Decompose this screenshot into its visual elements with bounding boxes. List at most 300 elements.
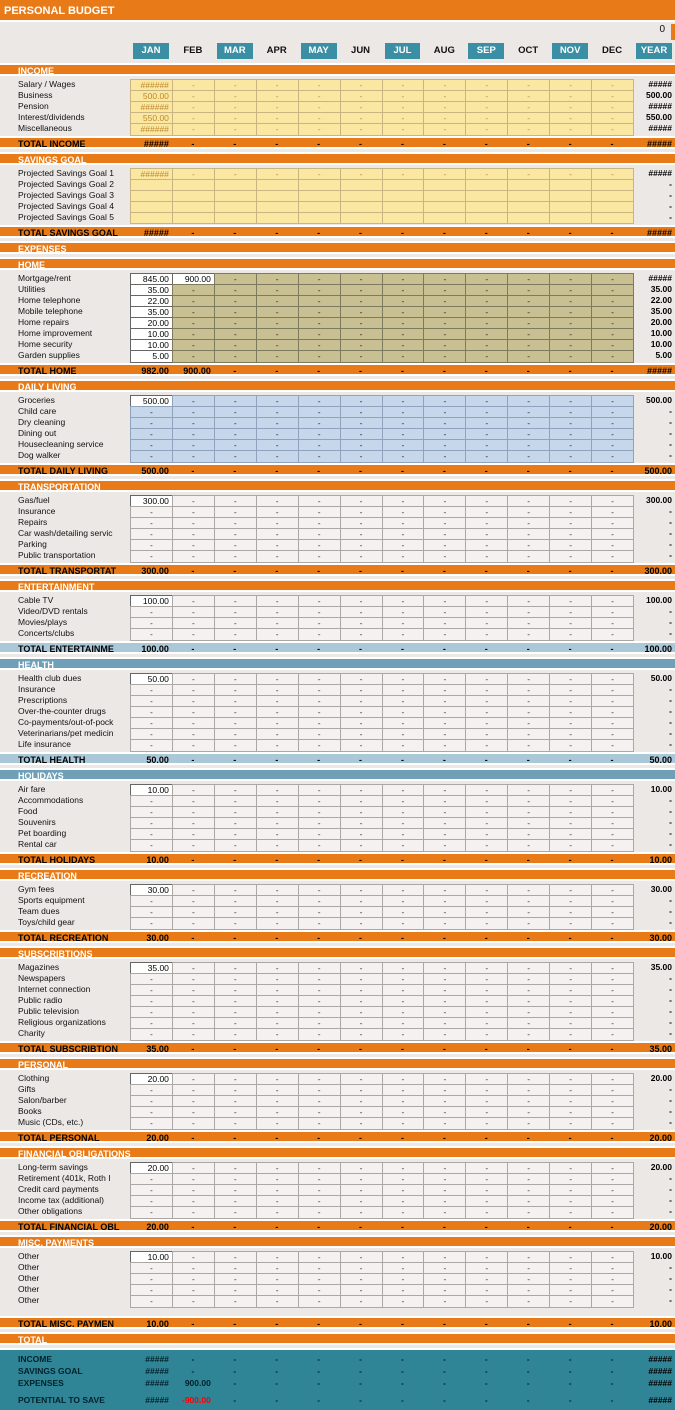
cell-daily-living-r3-m2[interactable]: - [172,428,215,441]
cell-transportation-r0-m6[interactable]: - [340,495,383,508]
cell-transportation-r0-m9[interactable]: - [465,495,508,508]
cell-personal-r2-m4[interactable]: - [256,1095,299,1108]
cell-health-r1-m11[interactable]: - [549,684,592,697]
cell-subscribtions-r2-m2[interactable]: - [172,984,215,997]
cell-daily-living-r5-m5[interactable]: - [298,450,341,463]
cell-entertainment-r2-m10[interactable]: - [507,617,550,630]
cell-misc-payments-r2-m3[interactable]: - [214,1273,257,1286]
cell-health-r3-m5[interactable]: - [298,706,341,719]
cell-subscribtions-r1-m12[interactable]: - [591,973,634,986]
cell-subscribtions-r4-m10[interactable]: - [507,1006,550,1019]
cell-income-r1-m10[interactable]: - [507,90,550,103]
cell-entertainment-r0-m9[interactable]: - [465,595,508,608]
cell-transportation-r5-m3[interactable]: - [214,550,257,563]
cell-income-r2-m7[interactable]: - [382,101,425,114]
cell-income-r4-m8[interactable]: - [423,123,466,136]
cell-financial-obligations-r1-m2[interactable]: - [172,1173,215,1186]
cell-misc-payments-r0-m3[interactable]: - [214,1251,257,1264]
cell-entertainment-r2-m5[interactable]: - [298,617,341,630]
cell-income-r0-m6[interactable]: - [340,79,383,92]
cell-daily-living-r3-m10[interactable]: - [507,428,550,441]
cell-subscribtions-r5-m12[interactable]: - [591,1017,634,1030]
cell-holidays-r0-m9[interactable]: - [465,784,508,797]
cell-transportation-r3-m10[interactable]: - [507,528,550,541]
cell-health-r6-m5[interactable]: - [298,739,341,752]
cell-entertainment-r2-m7[interactable]: - [382,617,425,630]
cell-personal-r4-m5[interactable]: - [298,1117,341,1130]
cell-financial-obligations-r1-m11[interactable]: - [549,1173,592,1186]
cell-misc-payments-r0-m9[interactable]: - [465,1251,508,1264]
cell-income-r0-m12[interactable]: - [591,79,634,92]
cell-personal-r3-m11[interactable]: - [549,1106,592,1119]
cell-income-r2-m8[interactable]: - [423,101,466,114]
cell-health-r4-m8[interactable]: - [423,717,466,730]
cell-health-r3-m6[interactable]: - [340,706,383,719]
cell-financial-obligations-r0-m3[interactable]: - [214,1162,257,1175]
cell-home-r2-m5[interactable]: - [298,295,341,308]
cell-home-r7-m12[interactable]: - [591,350,634,363]
cell-subscribtions-r0-m11[interactable]: - [549,962,592,975]
cell-personal-r2-m12[interactable]: - [591,1095,634,1108]
cell-entertainment-r0-m1[interactable]: 100.00 [130,595,173,608]
cell-health-r4-m7[interactable]: - [382,717,425,730]
cell-daily-living-r0-m11[interactable]: - [549,395,592,408]
cell-home-r6-m12[interactable]: - [591,339,634,352]
cell-health-r1-m2[interactable]: - [172,684,215,697]
cell-personal-r0-m1[interactable]: 20.00 [130,1073,173,1086]
cell-holidays-r4-m2[interactable]: - [172,828,215,841]
cell-financial-obligations-r2-m1[interactable]: - [130,1184,173,1197]
cell-personal-r0-m7[interactable]: - [382,1073,425,1086]
cell-subscribtions-r5-m2[interactable]: - [172,1017,215,1030]
cell-subscribtions-r4-m5[interactable]: - [298,1006,341,1019]
month-header-nov[interactable]: NOV [552,43,588,59]
cell-home-r4-m3[interactable]: - [214,317,257,330]
cell-health-r6-m2[interactable]: - [172,739,215,752]
cell-personal-r1-m1[interactable]: - [130,1084,173,1097]
cell-home-r3-m9[interactable]: - [465,306,508,319]
cell-daily-living-r5-m10[interactable]: - [507,450,550,463]
cell-health-r0-m6[interactable]: - [340,673,383,686]
cell-home-r7-m2[interactable]: - [172,350,215,363]
cell-misc-payments-r3-m12[interactable]: - [591,1284,634,1297]
cell-home-r3-m6[interactable]: - [340,306,383,319]
cell-daily-living-r4-m10[interactable]: - [507,439,550,452]
cell-entertainment-r0-m8[interactable]: - [423,595,466,608]
cell-financial-obligations-r1-m7[interactable]: - [382,1173,425,1186]
cell-health-r4-m11[interactable]: - [549,717,592,730]
cell-daily-living-r3-m9[interactable]: - [465,428,508,441]
cell-savings-goal-r4-m6[interactable] [340,212,383,224]
cell-subscribtions-r3-m12[interactable]: - [591,995,634,1008]
cell-personal-r2-m5[interactable]: - [298,1095,341,1108]
cell-subscribtions-r2-m5[interactable]: - [298,984,341,997]
cell-transportation-r5-m9[interactable]: - [465,550,508,563]
cell-transportation-r3-m7[interactable]: - [382,528,425,541]
cell-recreation-r3-m4[interactable]: - [256,917,299,930]
cell-subscribtions-r4-m4[interactable]: - [256,1006,299,1019]
cell-personal-r0-m9[interactable]: - [465,1073,508,1086]
cell-entertainment-r2-m1[interactable]: - [130,617,173,630]
cell-health-r2-m12[interactable]: - [591,695,634,708]
cell-daily-living-r4-m6[interactable]: - [340,439,383,452]
cell-home-r3-m7[interactable]: - [382,306,425,319]
cell-income-r0-m8[interactable]: - [423,79,466,92]
cell-health-r4-m6[interactable]: - [340,717,383,730]
cell-entertainment-r2-m8[interactable]: - [423,617,466,630]
cell-subscribtions-r0-m3[interactable]: - [214,962,257,975]
cell-health-r6-m1[interactable]: - [130,739,173,752]
cell-income-r4-m4[interactable]: - [256,123,299,136]
cell-subscribtions-r0-m6[interactable]: - [340,962,383,975]
cell-health-r3-m8[interactable]: - [423,706,466,719]
cell-daily-living-r0-m1[interactable]: 500.00 [130,395,173,408]
cell-misc-payments-r1-m10[interactable]: - [507,1262,550,1275]
cell-home-r0-m3[interactable]: - [214,273,257,286]
cell-entertainment-r1-m9[interactable]: - [465,606,508,619]
cell-income-r4-m12[interactable]: - [591,123,634,136]
cell-holidays-r4-m1[interactable]: - [130,828,173,841]
cell-financial-obligations-r2-m6[interactable]: - [340,1184,383,1197]
cell-home-r1-m10[interactable]: - [507,284,550,297]
cell-holidays-r5-m7[interactable]: - [382,839,425,852]
cell-home-r7-m3[interactable]: - [214,350,257,363]
cell-subscribtions-r2-m4[interactable]: - [256,984,299,997]
cell-transportation-r1-m3[interactable]: - [214,506,257,519]
cell-home-r0-m8[interactable]: - [423,273,466,286]
cell-subscribtions-r3-m7[interactable]: - [382,995,425,1008]
cell-subscribtions-r2-m11[interactable]: - [549,984,592,997]
cell-financial-obligations-r2-m2[interactable]: - [172,1184,215,1197]
cell-personal-r2-m10[interactable]: - [507,1095,550,1108]
cell-recreation-r1-m8[interactable]: - [423,895,466,908]
cell-transportation-r3-m4[interactable]: - [256,528,299,541]
cell-entertainment-r1-m12[interactable]: - [591,606,634,619]
cell-daily-living-r2-m11[interactable]: - [549,417,592,430]
cell-misc-payments-r2-m1[interactable]: - [130,1273,173,1286]
cell-financial-obligations-r4-m9[interactable]: - [465,1206,508,1219]
cell-entertainment-r0-m5[interactable]: - [298,595,341,608]
cell-transportation-r0-m1[interactable]: 300.00 [130,495,173,508]
cell-transportation-r0-m8[interactable]: - [423,495,466,508]
cell-home-r1-m1[interactable]: 35.00 [130,284,173,297]
cell-health-r6-m10[interactable]: - [507,739,550,752]
cell-subscribtions-r4-m12[interactable]: - [591,1006,634,1019]
cell-subscribtions-r1-m10[interactable]: - [507,973,550,986]
cell-transportation-r0-m12[interactable]: - [591,495,634,508]
cell-subscribtions-r1-m1[interactable]: - [130,973,173,986]
cell-misc-payments-r4-m12[interactable]: - [591,1295,634,1308]
month-header-feb[interactable]: FEB [183,44,203,56]
cell-holidays-r1-m8[interactable]: - [423,795,466,808]
cell-daily-living-r4-m7[interactable]: - [382,439,425,452]
cell-misc-payments-r2-m4[interactable]: - [256,1273,299,1286]
cell-subscribtions-r3-m10[interactable]: - [507,995,550,1008]
cell-holidays-r4-m3[interactable]: - [214,828,257,841]
cell-daily-living-r0-m10[interactable]: - [507,395,550,408]
cell-savings-goal-r4-m4[interactable] [256,212,299,224]
cell-home-r2-m11[interactable]: - [549,295,592,308]
cell-home-r3-m12[interactable]: - [591,306,634,319]
cell-daily-living-r4-m3[interactable]: - [214,439,257,452]
cell-misc-payments-r1-m7[interactable]: - [382,1262,425,1275]
cell-recreation-r2-m12[interactable]: - [591,906,634,919]
cell-financial-obligations-r1-m8[interactable]: - [423,1173,466,1186]
cell-home-r3-m4[interactable]: - [256,306,299,319]
cell-transportation-r2-m1[interactable]: - [130,517,173,530]
cell-transportation-r5-m2[interactable]: - [172,550,215,563]
cell-recreation-r1-m4[interactable]: - [256,895,299,908]
cell-subscribtions-r1-m8[interactable]: - [423,973,466,986]
cell-subscribtions-r5-m8[interactable]: - [423,1017,466,1030]
cell-home-r0-m10[interactable]: - [507,273,550,286]
cell-transportation-r2-m7[interactable]: - [382,517,425,530]
cell-health-r1-m4[interactable]: - [256,684,299,697]
cell-health-r0-m2[interactable]: - [172,673,215,686]
cell-transportation-r4-m1[interactable]: - [130,539,173,552]
cell-subscribtions-r3-m8[interactable]: - [423,995,466,1008]
cell-entertainment-r0-m3[interactable]: - [214,595,257,608]
cell-holidays-r5-m8[interactable]: - [423,839,466,852]
cell-misc-payments-r3-m7[interactable]: - [382,1284,425,1297]
cell-transportation-r2-m2[interactable]: - [172,517,215,530]
cell-financial-obligations-r4-m5[interactable]: - [298,1206,341,1219]
cell-recreation-r1-m6[interactable]: - [340,895,383,908]
cell-personal-r3-m2[interactable]: - [172,1106,215,1119]
cell-holidays-r1-m5[interactable]: - [298,795,341,808]
cell-health-r5-m9[interactable]: - [465,728,508,741]
cell-holidays-r5-m1[interactable]: - [130,839,173,852]
cell-entertainment-r3-m8[interactable]: - [423,628,466,641]
cell-personal-r3-m9[interactable]: - [465,1106,508,1119]
cell-holidays-r1-m6[interactable]: - [340,795,383,808]
cell-subscribtions-r2-m8[interactable]: - [423,984,466,997]
cell-income-r2-m9[interactable]: - [465,101,508,114]
cell-subscribtions-r6-m3[interactable]: - [214,1028,257,1041]
cell-daily-living-r4-m11[interactable]: - [549,439,592,452]
cell-health-r3-m9[interactable]: - [465,706,508,719]
cell-holidays-r2-m5[interactable]: - [298,806,341,819]
cell-income-r0-m7[interactable]: - [382,79,425,92]
cell-holidays-r1-m9[interactable]: - [465,795,508,808]
cell-entertainment-r2-m12[interactable]: - [591,617,634,630]
cell-personal-r0-m2[interactable]: - [172,1073,215,1086]
cell-savings-goal-r0-m4[interactable]: - [256,168,299,181]
cell-health-r6-m4[interactable]: - [256,739,299,752]
cell-personal-r0-m12[interactable]: - [591,1073,634,1086]
cell-financial-obligations-r2-m3[interactable]: - [214,1184,257,1197]
cell-misc-payments-r4-m1[interactable]: - [130,1295,173,1308]
cell-personal-r0-m4[interactable]: - [256,1073,299,1086]
cell-health-r4-m2[interactable]: - [172,717,215,730]
cell-health-r3-m4[interactable]: - [256,706,299,719]
cell-home-r4-m2[interactable]: - [172,317,215,330]
cell-recreation-r3-m6[interactable]: - [340,917,383,930]
cell-home-r5-m5[interactable]: - [298,328,341,341]
cell-transportation-r4-m11[interactable]: - [549,539,592,552]
cell-entertainment-r3-m9[interactable]: - [465,628,508,641]
cell-income-r3-m7[interactable]: - [382,112,425,125]
cell-home-r4-m10[interactable]: - [507,317,550,330]
cell-recreation-r0-m11[interactable]: - [549,884,592,897]
cell-holidays-r1-m4[interactable]: - [256,795,299,808]
cell-home-r7-m8[interactable]: - [423,350,466,363]
cell-subscribtions-r3-m6[interactable]: - [340,995,383,1008]
cell-home-r2-m10[interactable]: - [507,295,550,308]
cell-misc-payments-r3-m6[interactable]: - [340,1284,383,1297]
cell-income-r3-m11[interactable]: - [549,112,592,125]
month-header-sep[interactable]: SEP [468,43,504,59]
month-header-aug[interactable]: AUG [433,44,455,56]
cell-health-r3-m10[interactable]: - [507,706,550,719]
cell-recreation-r2-m7[interactable]: - [382,906,425,919]
cell-holidays-r0-m4[interactable]: - [256,784,299,797]
cell-holidays-r2-m1[interactable]: - [130,806,173,819]
cell-financial-obligations-r0-m8[interactable]: - [423,1162,466,1175]
cell-recreation-r3-m5[interactable]: - [298,917,341,930]
cell-savings-goal-r4-m1[interactable] [130,212,173,224]
cell-subscribtions-r4-m2[interactable]: - [172,1006,215,1019]
cell-personal-r0-m10[interactable]: - [507,1073,550,1086]
cell-entertainment-r1-m6[interactable]: - [340,606,383,619]
cell-home-r4-m12[interactable]: - [591,317,634,330]
cell-entertainment-r1-m5[interactable]: - [298,606,341,619]
cell-daily-living-r4-m1[interactable]: - [130,439,173,452]
cell-financial-obligations-r3-m10[interactable]: - [507,1195,550,1208]
cell-financial-obligations-r0-m2[interactable]: - [172,1162,215,1175]
cell-financial-obligations-r1-m1[interactable]: - [130,1173,173,1186]
cell-daily-living-r2-m7[interactable]: - [382,417,425,430]
cell-financial-obligations-r0-m12[interactable]: - [591,1162,634,1175]
cell-home-r7-m11[interactable]: - [549,350,592,363]
cell-daily-living-r1-m4[interactable]: - [256,406,299,419]
cell-subscribtions-r2-m10[interactable]: - [507,984,550,997]
cell-entertainment-r3-m5[interactable]: - [298,628,341,641]
cell-income-r0-m1[interactable]: ###### [130,79,173,92]
cell-personal-r1-m9[interactable]: - [465,1084,508,1097]
cell-health-r4-m10[interactable]: - [507,717,550,730]
cell-transportation-r5-m7[interactable]: - [382,550,425,563]
cell-holidays-r2-m2[interactable]: - [172,806,215,819]
cell-home-r1-m11[interactable]: - [549,284,592,297]
cell-home-r1-m3[interactable]: - [214,284,257,297]
cell-home-r2-m3[interactable]: - [214,295,257,308]
cell-daily-living-r5-m7[interactable]: - [382,450,425,463]
cell-financial-obligations-r3-m5[interactable]: - [298,1195,341,1208]
cell-transportation-r1-m8[interactable]: - [423,506,466,519]
cell-transportation-r1-m1[interactable]: - [130,506,173,519]
cell-home-r0-m5[interactable]: - [298,273,341,286]
cell-home-r0-m6[interactable]: - [340,273,383,286]
cell-recreation-r1-m9[interactable]: - [465,895,508,908]
cell-holidays-r2-m4[interactable]: - [256,806,299,819]
cell-income-r1-m3[interactable]: - [214,90,257,103]
cell-recreation-r0-m10[interactable]: - [507,884,550,897]
cell-misc-payments-r4-m9[interactable]: - [465,1295,508,1308]
cell-holidays-r3-m7[interactable]: - [382,817,425,830]
cell-home-r5-m4[interactable]: - [256,328,299,341]
cell-health-r1-m9[interactable]: - [465,684,508,697]
cell-holidays-r5-m10[interactable]: - [507,839,550,852]
cell-daily-living-r5-m3[interactable]: - [214,450,257,463]
cell-subscribtions-r3-m3[interactable]: - [214,995,257,1008]
cell-misc-payments-r0-m6[interactable]: - [340,1251,383,1264]
cell-entertainment-r1-m11[interactable]: - [549,606,592,619]
cell-subscribtions-r3-m9[interactable]: - [465,995,508,1008]
cell-holidays-r1-m12[interactable]: - [591,795,634,808]
cell-personal-r4-m3[interactable]: - [214,1117,257,1130]
cell-financial-obligations-r1-m6[interactable]: - [340,1173,383,1186]
cell-subscribtions-r1-m4[interactable]: - [256,973,299,986]
cell-subscribtions-r5-m11[interactable]: - [549,1017,592,1030]
cell-holidays-r0-m2[interactable]: - [172,784,215,797]
cell-personal-r1-m10[interactable]: - [507,1084,550,1097]
month-header-may[interactable]: MAY [301,43,337,59]
cell-misc-payments-r3-m1[interactable]: - [130,1284,173,1297]
cell-recreation-r3-m1[interactable]: - [130,917,173,930]
cell-subscribtions-r0-m5[interactable]: - [298,962,341,975]
cell-savings-goal-r0-m12[interactable]: - [591,168,634,181]
cell-subscribtions-r1-m9[interactable]: - [465,973,508,986]
cell-entertainment-r3-m7[interactable]: - [382,628,425,641]
cell-recreation-r3-m9[interactable]: - [465,917,508,930]
cell-subscribtions-r3-m2[interactable]: - [172,995,215,1008]
cell-entertainment-r3-m1[interactable]: - [130,628,173,641]
cell-personal-r2-m8[interactable]: - [423,1095,466,1108]
cell-entertainment-r2-m3[interactable]: - [214,617,257,630]
cell-financial-obligations-r2-m4[interactable]: - [256,1184,299,1197]
cell-holidays-r2-m7[interactable]: - [382,806,425,819]
cell-daily-living-r1-m3[interactable]: - [214,406,257,419]
cell-financial-obligations-r4-m1[interactable]: - [130,1206,173,1219]
cell-financial-obligations-r3-m6[interactable]: - [340,1195,383,1208]
cell-health-r1-m8[interactable]: - [423,684,466,697]
cell-subscribtions-r5-m5[interactable]: - [298,1017,341,1030]
cell-health-r1-m3[interactable]: - [214,684,257,697]
cell-misc-payments-r2-m6[interactable]: - [340,1273,383,1286]
cell-subscribtions-r6-m4[interactable]: - [256,1028,299,1041]
cell-income-r0-m4[interactable]: - [256,79,299,92]
cell-home-r5-m6[interactable]: - [340,328,383,341]
cell-daily-living-r0-m7[interactable]: - [382,395,425,408]
cell-subscribtions-r5-m1[interactable]: - [130,1017,173,1030]
cell-subscribtions-r5-m10[interactable]: - [507,1017,550,1030]
cell-home-r7-m9[interactable]: - [465,350,508,363]
cell-transportation-r4-m12[interactable]: - [591,539,634,552]
cell-holidays-r2-m11[interactable]: - [549,806,592,819]
cell-home-r1-m5[interactable]: - [298,284,341,297]
cell-entertainment-r0-m12[interactable]: - [591,595,634,608]
cell-home-r2-m2[interactable]: - [172,295,215,308]
cell-health-r1-m5[interactable]: - [298,684,341,697]
cell-income-r0-m3[interactable]: - [214,79,257,92]
cell-personal-r2-m2[interactable]: - [172,1095,215,1108]
cell-holidays-r4-m10[interactable]: - [507,828,550,841]
cell-financial-obligations-r2-m12[interactable]: - [591,1184,634,1197]
cell-holidays-r1-m3[interactable]: - [214,795,257,808]
cell-financial-obligations-r3-m3[interactable]: - [214,1195,257,1208]
cell-health-r5-m10[interactable]: - [507,728,550,741]
cell-health-r3-m3[interactable]: - [214,706,257,719]
cell-savings-goal-r0-m3[interactable]: - [214,168,257,181]
cell-misc-payments-r4-m6[interactable]: - [340,1295,383,1308]
cell-home-r6-m5[interactable]: - [298,339,341,352]
cell-recreation-r1-m3[interactable]: - [214,895,257,908]
cell-home-r6-m4[interactable]: - [256,339,299,352]
cell-holidays-r3-m3[interactable]: - [214,817,257,830]
cell-misc-payments-r2-m2[interactable]: - [172,1273,215,1286]
cell-savings-goal-r4-m2[interactable] [172,212,215,224]
